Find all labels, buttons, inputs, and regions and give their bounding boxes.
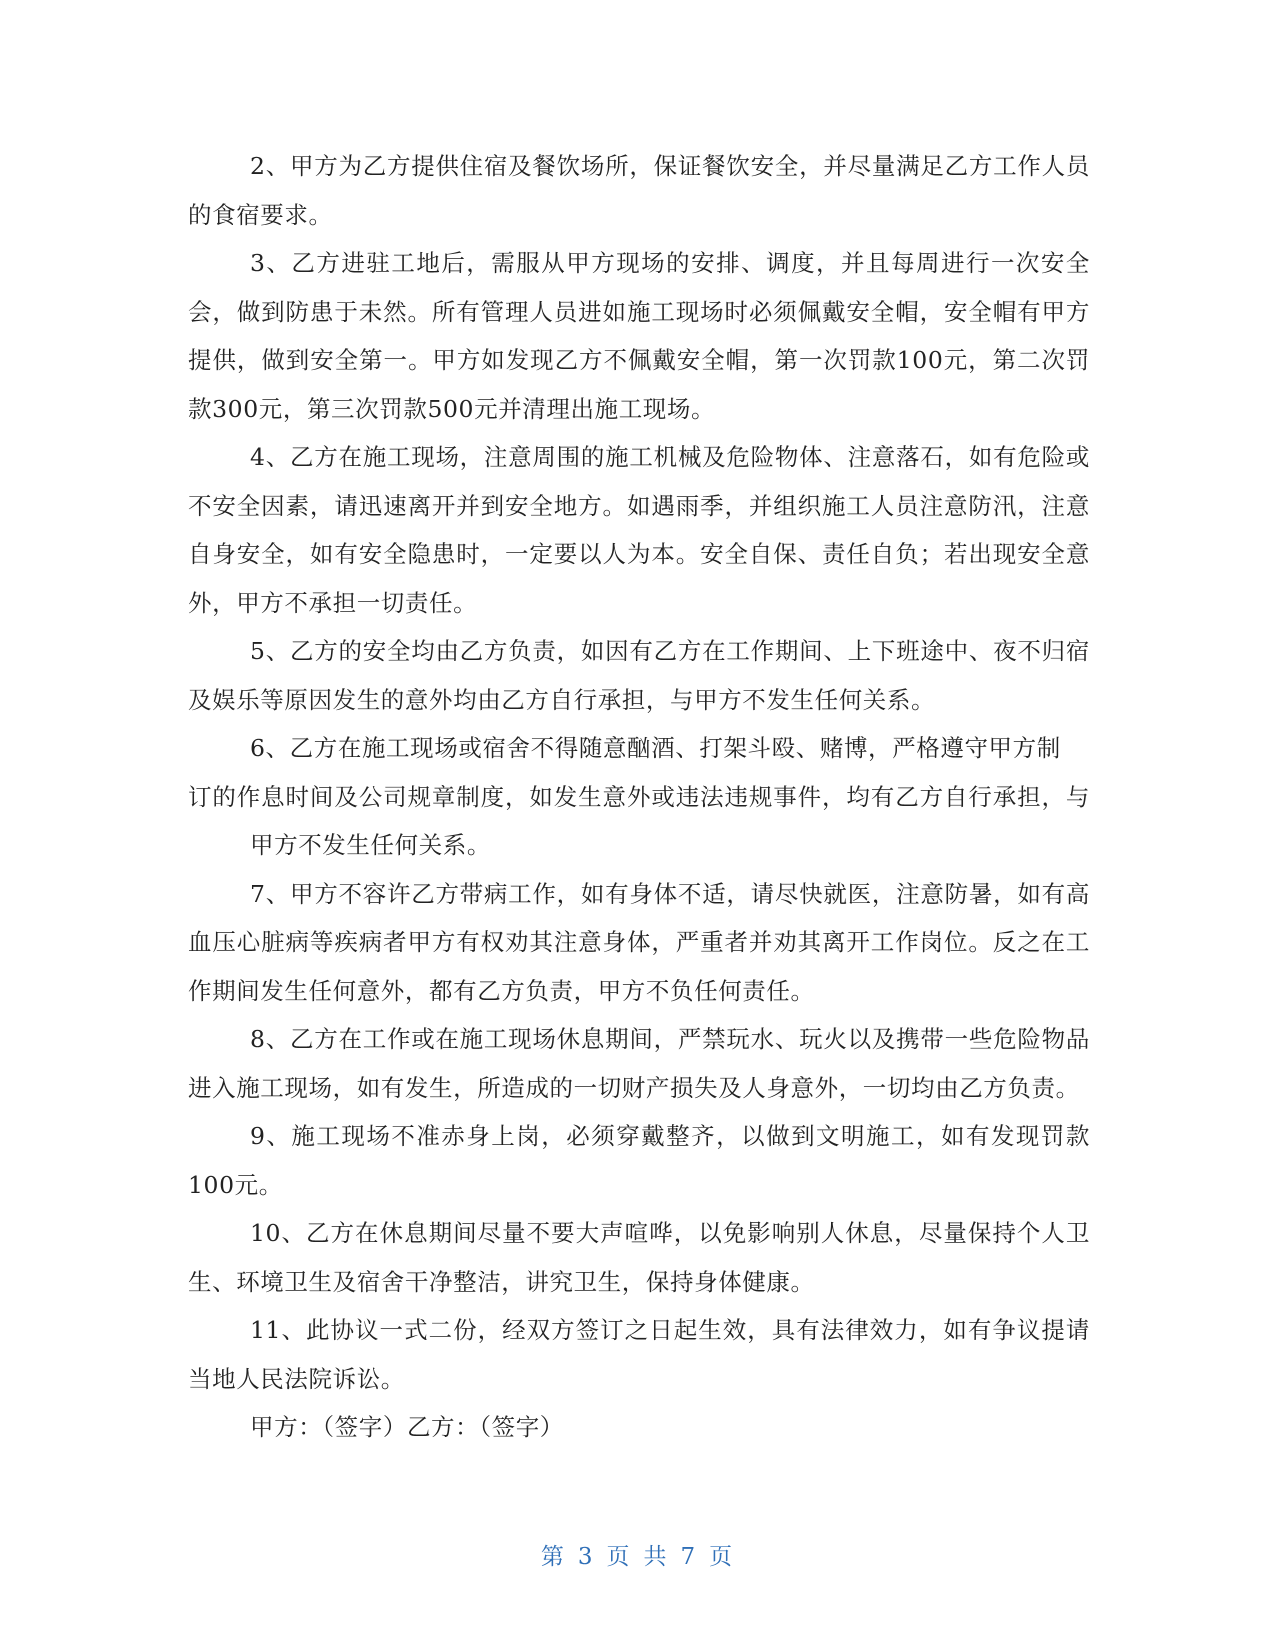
clause-8: 8、乙方在工作或在施工现场休息期间，严禁玩水、玩火以及携带一些危险物品进入施工现场，如有发生，所造成的一切财产损失及人身意外，一切均由乙方负责。 <box>188 1025 1090 1102</box>
footer-label-page: 第 <box>540 1544 566 1570</box>
clause-6-continuation-text: 订的作息时间及公司规章制度，如发生意外或违法违规事件，均有乙方自行承担，与甲方不发生任何关系。 <box>188 782 1090 859</box>
clause-6-continuation <box>188 773 1090 870</box>
clause-6-line-1: 6、乙方在施工现场或宿舍不得随意酗酒、打架斗殴、赌博，严格遵守甲方制 <box>250 734 1061 762</box>
clause-2: 2、甲方为乙方提供住宿及餐饮场所，保证餐饮安全，并尽量满足乙方工作人员的食宿要求。 <box>188 152 1090 229</box>
document-body <box>188 142 1090 1452</box>
footer-total-pages: 7 <box>680 1544 698 1570</box>
clause-4: 4、乙方在施工现场，注意周围的施工机械及危险物体、注意落石，如有危险或不安全因素，请迅速离开并到安全地方。如遇雨季，并组织施工人员注意防汛，注意自身安全，如有安全隐患时，一定要以人为本。安全自保、责任自负；若出现安全意外，甲方不承担一切责任。 <box>188 443 1090 617</box>
footer-current-page: 3 <box>577 1544 595 1570</box>
clause-3: 3、乙方进驻工地后，需服从甲方现场的安排、调度，并且每周进行一次安全会，做到防患于未然。所有管理人员进如施工现场时必须佩戴安全帽，安全帽有甲方提供，做到安全第一。甲方如发现乙方不佩戴安全帽，第一次罚款100元，第二次罚款300元，第三次罚款500元并清理出施工现场。 <box>188 249 1090 423</box>
footer-label-page-unit: 页 <box>606 1544 632 1570</box>
clause-10: 10、乙方在休息期间尽量不要大声喧哗，以免影响别人休息，尽量保持个人卫生、环境卫生及宿舍干净整洁，讲究卫生，保持身体健康。 <box>188 1219 1090 1296</box>
footer-label-total-unit: 页 <box>709 1544 735 1570</box>
clause-7: 7、甲方不容许乙方带病工作，如有身体不适，请尽快就医，注意防暑，如有高血压心脏病等疾病者甲方有权劝其注意身体，严重者并劝其离开工作岗位。反之在工作期间发生任何意外，都有乙方负责，甲方不负任何责任。 <box>188 879 1090 1005</box>
clause-9: 9、施工现场不准赤身上岗，必须穿戴整齐，以做到文明施工，如有发现罚款100元。 <box>188 1122 1090 1199</box>
page-footer <box>0 1538 1275 1571</box>
signature-line: 甲方：（签字）乙方：（签字） <box>250 1413 564 1441</box>
footer-label-total: 共 <box>643 1544 669 1570</box>
clause-5: 5、乙方的安全均由乙方负责，如因有乙方在工作期间、上下班途中、夜不归宿及娱乐等原因发生的意外均由乙方自行承担，与甲方不发生任何关系。 <box>188 637 1090 714</box>
clause-11: 11、此协议一式二份，经双方签订之日起生效，具有法律效力，如有争议提请当地人民法院诉讼。 <box>188 1316 1090 1393</box>
